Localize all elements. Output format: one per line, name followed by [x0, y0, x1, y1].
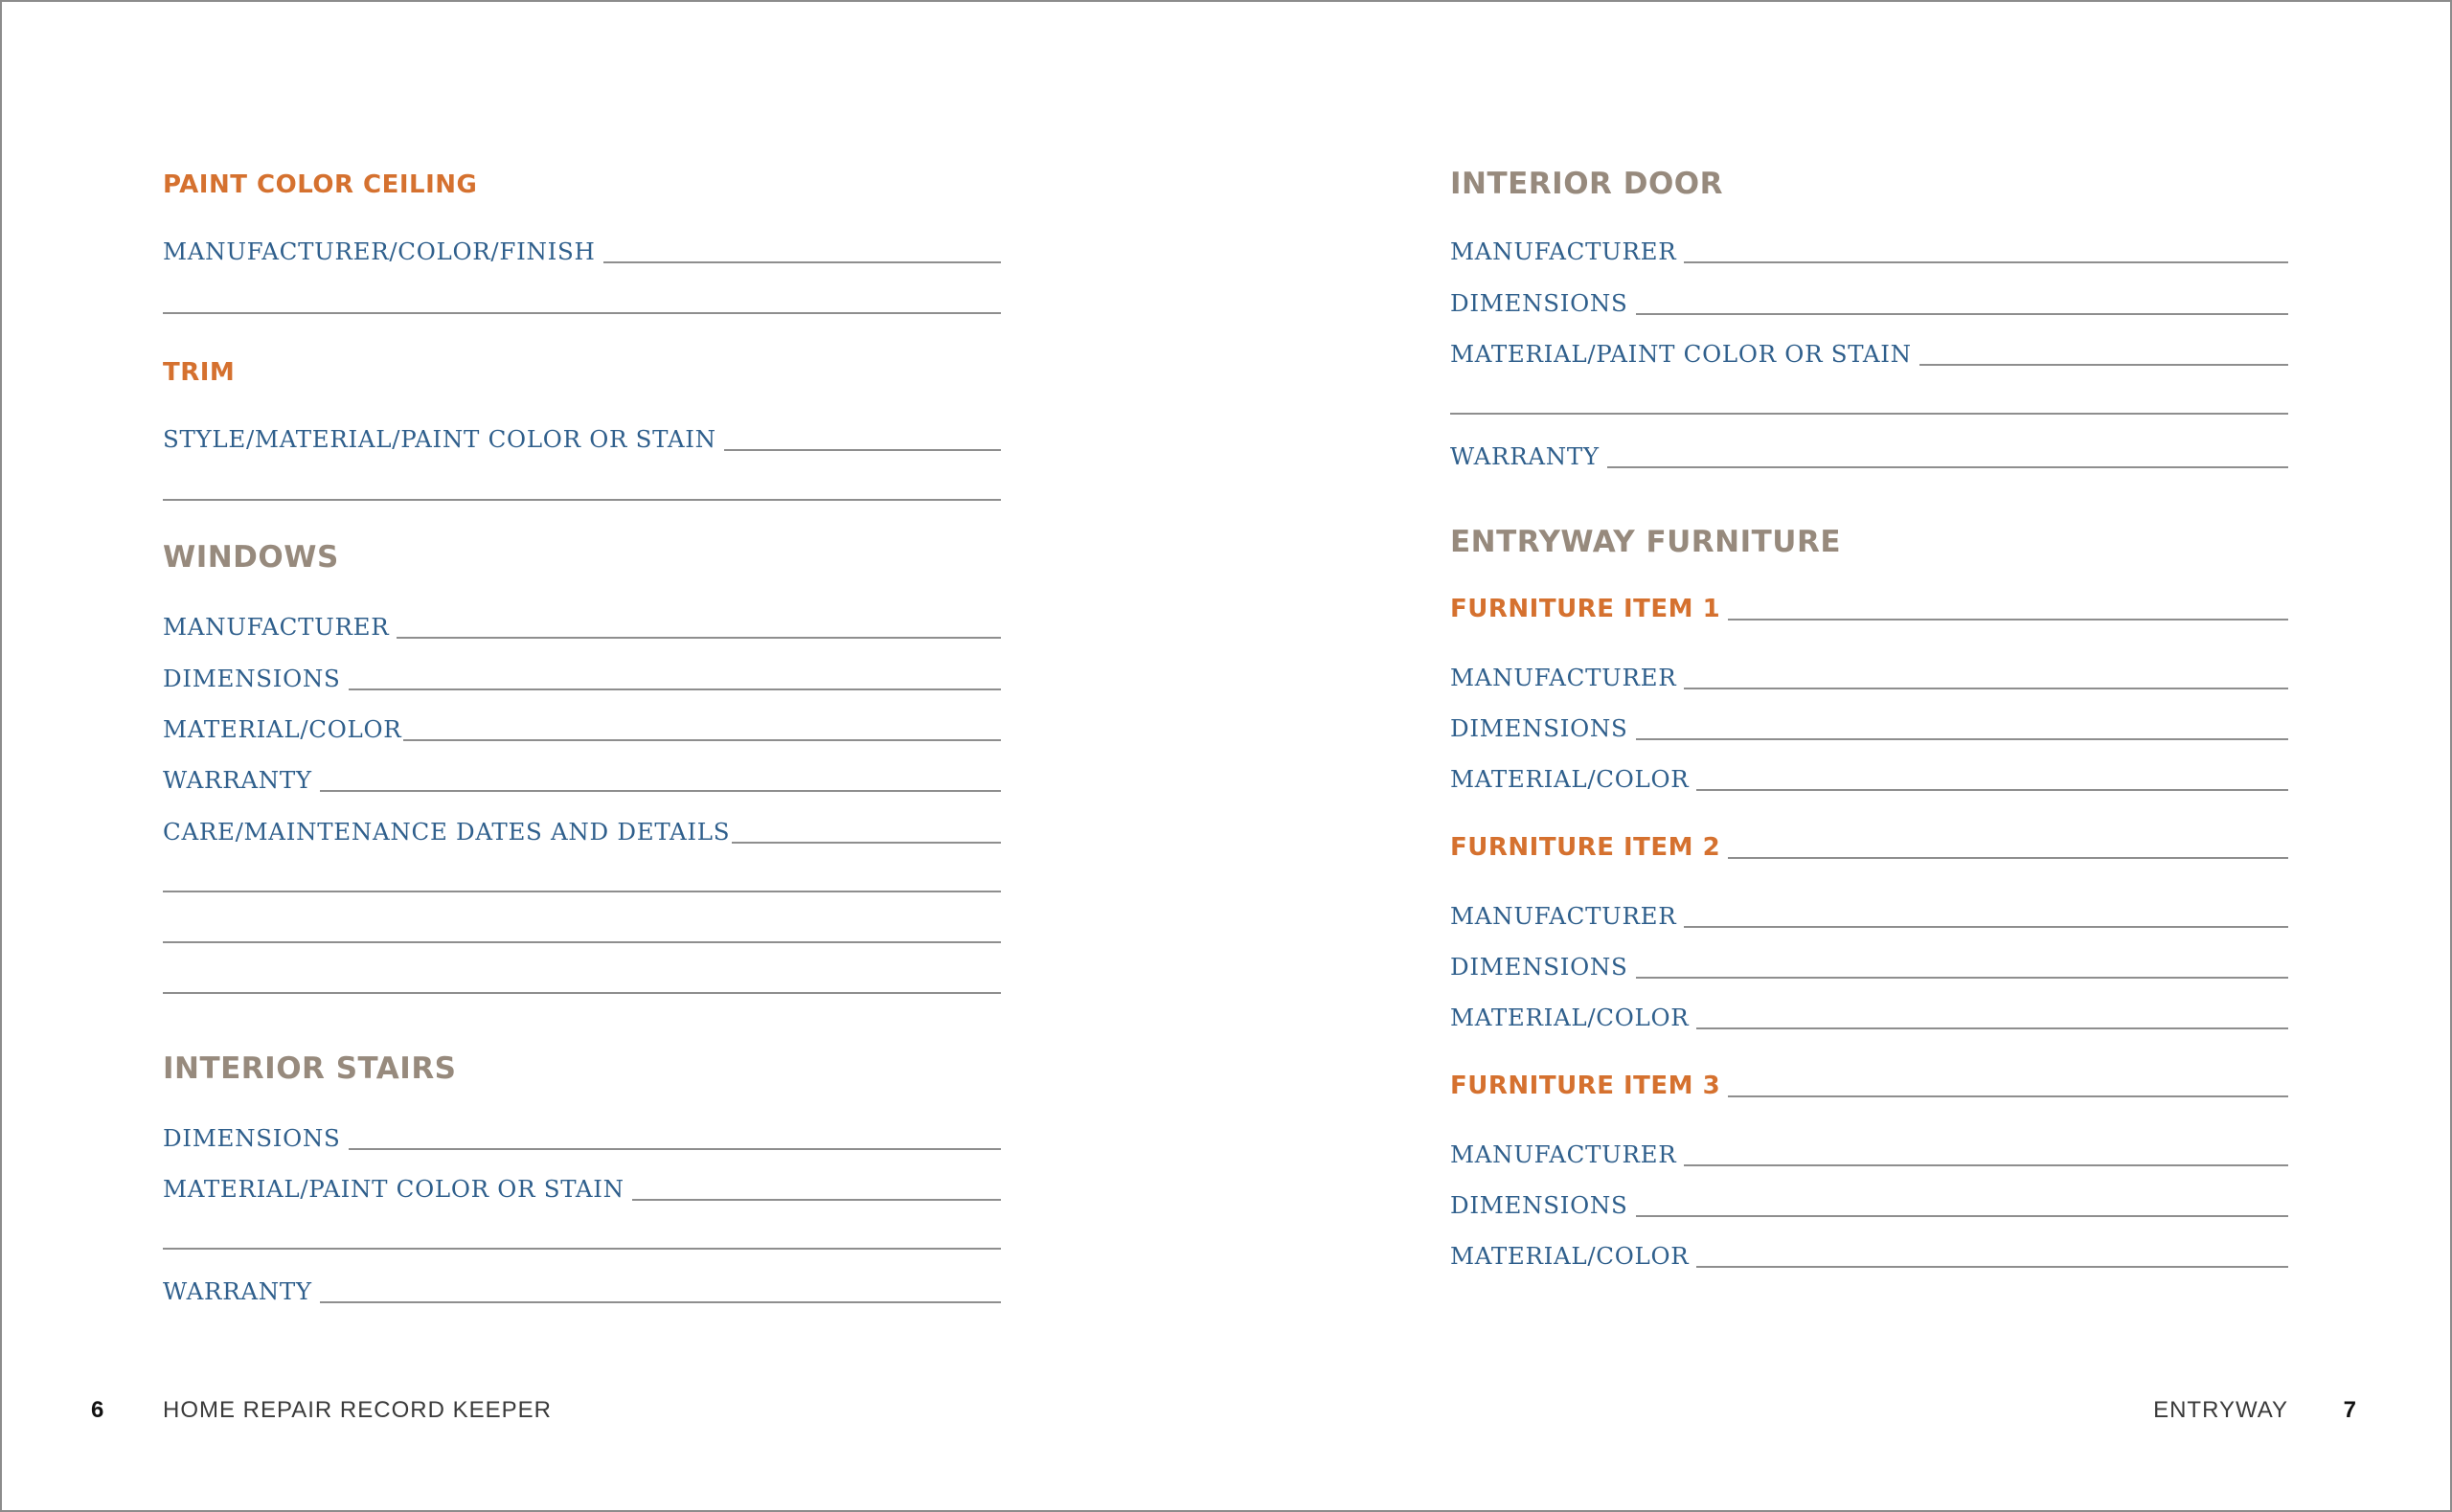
field-label: CARE/MAINTENANCE DATES AND DETAILS — [163, 818, 731, 846]
write-line — [1919, 364, 2288, 366]
write-line — [320, 1301, 1001, 1303]
write-line — [1684, 688, 2288, 689]
field-furniture-item-3[interactable] — [1450, 1073, 2288, 1098]
field-door-manufacturer[interactable] — [1450, 237, 2288, 265]
field-label: MATERIAL/COLOR — [1450, 1242, 1690, 1270]
write-line — [397, 637, 1001, 639]
blank-write-line[interactable] — [163, 499, 1001, 501]
write-line — [1636, 738, 2289, 740]
field-label: MATERIAL/COLOR — [163, 715, 402, 743]
field-windows-dimensions[interactable] — [163, 667, 1001, 691]
write-line — [1607, 466, 2288, 468]
field-furniture-item-1[interactable] — [1450, 597, 2288, 621]
section-title-interior-stairs: INTERIOR STAIRS — [163, 1051, 457, 1086]
write-line — [1728, 619, 2288, 621]
write-line — [732, 842, 1001, 844]
field-label: FURNITURE ITEM 1 — [1450, 595, 1721, 623]
field-label: WARRANTY — [1450, 442, 1600, 470]
field-furniture-1-material-color[interactable] — [1450, 765, 2288, 793]
field-label: MANUFACTURER — [1450, 664, 1677, 691]
field-furniture-3-material-color[interactable] — [1450, 1242, 2288, 1270]
field-label: DIMENSIONS — [163, 665, 341, 692]
field-windows-warranty[interactable] — [163, 766, 1001, 794]
blank-write-line[interactable] — [163, 891, 1001, 892]
write-line — [1728, 1095, 2288, 1097]
left-page-number: 6 — [91, 1397, 104, 1423]
blank-write-line[interactable] — [163, 1248, 1001, 1250]
field-stairs-material[interactable] — [163, 1175, 1001, 1203]
write-line — [1684, 1164, 2288, 1166]
field-windows-care-maintenance[interactable] — [163, 818, 1001, 846]
field-furniture-2-material-color[interactable] — [1450, 1006, 2288, 1030]
write-line — [1696, 1266, 2288, 1268]
section-title-windows: WINDOWS — [163, 540, 339, 575]
field-paint-ceiling-manufacturer[interactable] — [163, 237, 1001, 265]
section-title-entryway-furniture: ENTRYWAY FURNITURE — [1450, 525, 1842, 559]
field-label: DIMENSIONS — [1450, 714, 1628, 742]
write-line — [1684, 926, 2288, 928]
field-furniture-1-dimensions[interactable] — [1450, 714, 2288, 742]
field-label: STYLE/MATERIAL/PAINT COLOR OR STAIN — [163, 425, 716, 453]
field-label: FURNITURE ITEM 3 — [1450, 1072, 1721, 1100]
field-windows-manufacturer[interactable] — [163, 613, 1001, 641]
write-line — [724, 449, 1001, 451]
field-label: DIMENSIONS — [1450, 953, 1628, 981]
write-line — [1696, 789, 2288, 791]
write-line — [1636, 977, 2289, 979]
write-line — [1636, 313, 2289, 315]
field-label: DIMENSIONS — [1450, 1191, 1628, 1219]
field-label: MATERIAL/COLOR — [1450, 765, 1690, 793]
write-line — [603, 261, 1001, 263]
blank-write-line[interactable] — [163, 992, 1001, 994]
field-label: MATERIAL/PAINT COLOR OR STAIN — [163, 1175, 624, 1203]
field-stairs-dimensions[interactable] — [163, 1124, 1001, 1152]
field-stairs-warranty[interactable] — [163, 1277, 1001, 1305]
write-line — [403, 739, 1001, 741]
field-furniture-2-dimensions[interactable] — [1450, 953, 2288, 981]
field-door-warranty[interactable] — [1450, 442, 2288, 470]
right-running-title: ENTRYWAY — [2153, 1397, 2288, 1423]
field-label: WARRANTY — [163, 1277, 312, 1305]
field-trim-style[interactable] — [163, 425, 1001, 453]
field-furniture-1-manufacturer[interactable] — [1450, 666, 2288, 690]
write-line — [349, 1148, 1002, 1150]
blank-write-line[interactable] — [163, 312, 1001, 314]
write-line — [320, 790, 1001, 792]
field-label: MANUFACTURER — [1450, 902, 1677, 930]
field-furniture-item-2[interactable] — [1450, 835, 2288, 860]
right-page-number: 7 — [2343, 1397, 2356, 1423]
field-label: WARRANTY — [163, 766, 312, 794]
field-furniture-2-manufacturer[interactable] — [1450, 902, 2288, 930]
field-label: DIMENSIONS — [1450, 289, 1628, 317]
write-line — [1696, 1027, 2288, 1029]
write-line — [349, 688, 1002, 690]
write-line — [632, 1199, 1001, 1201]
field-furniture-3-dimensions[interactable] — [1450, 1191, 2288, 1219]
field-label: MATERIAL/PAINT COLOR OR STAIN — [1450, 340, 1912, 368]
field-label: MANUFACTURER — [1450, 1140, 1677, 1168]
left-running-title: HOME REPAIR RECORD KEEPER — [163, 1397, 552, 1423]
field-label: FURNITURE ITEM 2 — [1450, 833, 1721, 862]
write-line — [1728, 857, 2288, 859]
blank-write-line[interactable] — [1450, 413, 2288, 415]
blank-write-line[interactable] — [163, 941, 1001, 943]
field-label: MATERIAL/COLOR — [1450, 1004, 1690, 1031]
section-title-interior-door: INTERIOR DOOR — [1450, 167, 1724, 201]
field-furniture-3-manufacturer[interactable] — [1450, 1140, 2288, 1168]
field-windows-material-color[interactable] — [163, 715, 1001, 743]
section-title-paint-color-ceiling: PAINT COLOR CEILING — [163, 170, 478, 199]
field-label: MANUFACTURER — [163, 613, 390, 641]
field-label: DIMENSIONS — [163, 1124, 341, 1152]
write-line — [1684, 261, 2288, 263]
field-label: MANUFACTURER — [1450, 237, 1677, 265]
section-title-trim: TRIM — [163, 358, 236, 387]
field-door-material[interactable] — [1450, 340, 2288, 368]
field-door-dimensions[interactable] — [1450, 289, 2288, 317]
field-label: MANUFACTURER/COLOR/FINISH — [163, 237, 596, 265]
write-line — [1636, 1215, 2289, 1217]
